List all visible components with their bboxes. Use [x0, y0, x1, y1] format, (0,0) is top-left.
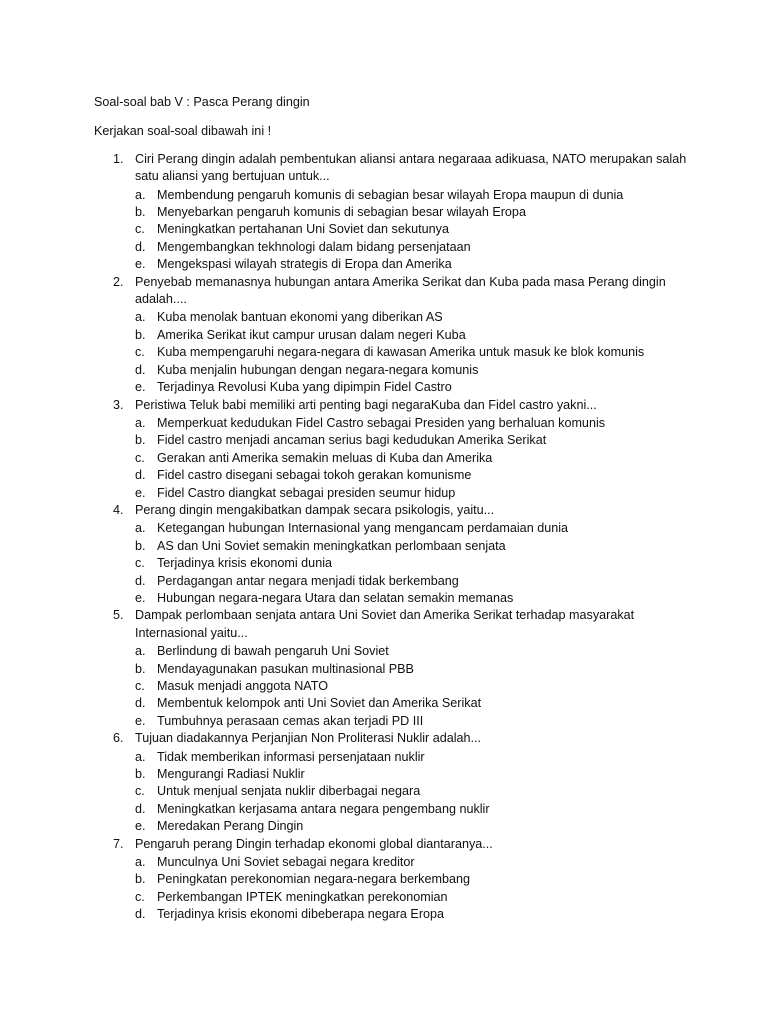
question-number: 4. [113, 502, 124, 517]
answer-option [135, 256, 688, 273]
answer-option [135, 239, 688, 256]
option-letter: e. [135, 590, 146, 605]
option-letter: e. [135, 485, 146, 500]
option-text: Kuba menjalin hubungan dengan negara-negara komunis [157, 362, 479, 377]
answer-option [135, 538, 688, 555]
option-text: Munculnya Uni Soviet sebagai negara kreditor [157, 855, 415, 870]
answer-option [135, 643, 688, 660]
option-letter: a. [135, 187, 146, 202]
question-item [94, 151, 688, 274]
option-letter: d. [135, 696, 146, 711]
answer-option [135, 415, 688, 432]
option-letter: a. [135, 855, 146, 870]
option-list [135, 643, 688, 730]
option-text: Kuba mempengaruhi negara-negara di kawasan Amerika untuk masuk ke blok komunis [157, 345, 645, 360]
option-letter: a. [135, 415, 146, 430]
option-letter: d. [135, 573, 146, 588]
answer-option [135, 555, 688, 572]
question-item [94, 607, 688, 730]
option-letter: a. [135, 644, 146, 659]
answer-option [135, 854, 688, 871]
option-text: Berlindung di bawah pengaruh Uni Soviet [157, 644, 389, 659]
option-text: Membendung pengaruh komunis di sebagian besar wilayah Eropa maupun di dunia [157, 187, 624, 202]
option-letter: a. [135, 310, 146, 325]
answer-option [135, 450, 688, 467]
option-text: Mengekspasi wilayah strategis di Eropa dan Amerika [157, 257, 452, 272]
answer-option [135, 713, 688, 730]
option-letter: d. [135, 907, 146, 922]
answer-option [135, 749, 688, 766]
question-text: Pengaruh perang Dingin terhadap ekonomi global diantaranya... [135, 836, 493, 851]
question-item [94, 502, 688, 607]
option-text: Masuk menjadi anggota NATO [157, 679, 329, 693]
question-text: Ciri Perang dingin adalah pembentukan aliansi antara negaraaa adikuasa, NATO merupakan salah satu aliansi yang bertujuan untuk... [135, 151, 687, 184]
option-letter: a. [135, 749, 146, 764]
question-number: 3. [113, 397, 124, 412]
answer-option [135, 906, 688, 923]
option-letter: c. [135, 345, 145, 360]
answer-option [135, 889, 688, 906]
option-text: Membentuk kelompok anti Uni Soviet dan Amerika Serikat [157, 696, 482, 711]
option-letter: d. [135, 362, 146, 377]
question-text: Peristiwa Teluk babi memiliki arti penting bagi negaraKuba dan Fidel castro yakni... [135, 397, 597, 412]
option-letter: d. [135, 468, 146, 483]
answer-option [135, 695, 688, 712]
answer-option [135, 871, 688, 888]
option-text: Terjadinya krisis ekonomi dibeberapa negara Eropa [157, 907, 445, 922]
question-text: Perang dingin mengakibatkan dampak secara psikologis, yaitu... [135, 502, 495, 517]
answer-option [135, 818, 688, 835]
answer-option [135, 187, 688, 204]
question-number: 6. [113, 731, 124, 746]
option-letter: e. [135, 819, 146, 834]
option-text: Untuk menjual senjata nuklir diberbagai negara [157, 784, 421, 799]
answer-option [135, 485, 688, 502]
answer-option [135, 432, 688, 449]
question-item [94, 274, 688, 397]
option-letter: b. [135, 327, 146, 342]
answer-option [135, 783, 688, 800]
option-text: Peningkatan perekonomian negara-negara berkembang [157, 872, 470, 887]
option-list [135, 309, 688, 396]
answer-option [135, 801, 688, 818]
option-letter: c. [135, 889, 145, 904]
option-text: Perkembangan IPTEK meningkatkan perekonomian [157, 889, 448, 904]
option-text: Mendayagunakan pasukan multinasional PBB [157, 661, 414, 676]
option-text: Ketegangan hubungan Internasional yang mengancam perdamaian dunia [157, 521, 569, 536]
option-letter: e. [135, 257, 146, 272]
option-list [135, 520, 688, 607]
option-text: Tumbuhnya perasaan cemas akan terjadi PD III [157, 713, 424, 728]
option-text: Hubungan negara-negara Utara dan selatan semakin memanas [157, 590, 514, 605]
option-text: Terjadinya krisis ekonomi dunia [157, 556, 332, 571]
option-letter: c. [135, 679, 145, 693]
option-letter: b. [135, 661, 146, 676]
option-text: Fidel Castro diangkat sebagai presiden seumur hidup [157, 485, 456, 500]
option-letter: c. [135, 450, 145, 465]
option-letter: e. [135, 380, 146, 395]
option-text: Kuba menolak bantuan ekonomi yang diberikan AS [157, 310, 443, 325]
document-title: Soal-soal bab V : Pasca Perang dingin [94, 95, 310, 109]
answer-option [135, 344, 688, 361]
option-list [135, 749, 688, 836]
option-letter: c. [135, 222, 145, 237]
question-number: 2. [113, 274, 124, 289]
answer-option [135, 362, 688, 379]
answer-option [135, 766, 688, 783]
option-text: Mengembangkan tekhnologi dalam bidang persenjataan [157, 239, 471, 254]
option-text: Meningkatkan kerjasama antara negara pengembang nuklir [157, 801, 490, 816]
option-letter: e. [135, 713, 146, 728]
answer-option [135, 573, 688, 590]
option-text: Fidel castro menjadi ancaman serius bagi kedudukan Amerika Serikat [157, 433, 547, 448]
question-list [94, 151, 688, 924]
option-letter: c. [135, 784, 145, 799]
question-number: 5. [113, 608, 124, 623]
answer-option [135, 204, 688, 221]
question-text: Dampak perlombaan senjata antara Uni Soviet dan Amerika Serikat terhadap masyarakat Internasional yaitu... [135, 608, 635, 640]
option-letter: d. [135, 801, 146, 816]
answer-option [135, 467, 688, 484]
option-text: Menyebarkan pengaruh komunis di sebagian besar wilayah Eropa [157, 205, 526, 220]
option-text: AS dan Uni Soviet semakin meningkatkan perlombaan senjata [157, 538, 506, 553]
question-text: Penyebab memanasnya hubungan antara Amerika Serikat dan Kuba pada masa Perang dingin adalah.... [135, 274, 666, 307]
option-text: Meredakan Perang Dingin [157, 819, 304, 834]
question-item [94, 836, 688, 924]
answer-option [135, 678, 688, 695]
option-letter: b. [135, 872, 146, 887]
option-text: Gerakan anti Amerika semakin meluas di Kuba dan Amerika [157, 450, 493, 465]
option-list [135, 415, 688, 502]
option-letter: b. [135, 205, 146, 220]
option-list [135, 854, 688, 924]
option-text: Perdagangan antar negara menjadi tidak berkembang [157, 573, 459, 588]
option-text: Tidak memberikan informasi persenjataan nuklir [157, 749, 425, 764]
question-number: 1. [113, 151, 124, 166]
answer-option [135, 661, 688, 678]
answer-option [135, 221, 688, 238]
question-item [94, 730, 688, 835]
answer-option [135, 520, 688, 537]
option-text: Terjadinya Revolusi Kuba yang dipimpin Fidel Castro [157, 380, 452, 395]
option-text: Fidel castro disegani sebagai tokoh gerakan komunisme [157, 468, 472, 483]
answer-option [135, 590, 688, 607]
option-text: Mengurangi Radiasi Nuklir [157, 767, 305, 782]
answer-option [135, 327, 688, 344]
option-letter: a. [135, 521, 146, 536]
option-letter: b. [135, 538, 146, 553]
option-text: Meningkatkan pertahanan Uni Soviet dan sekutunya [157, 222, 449, 237]
option-letter: b. [135, 767, 146, 782]
document-instruction: Kerjakan soal-soal dibawah ini ! [94, 124, 272, 139]
question-text: Tujuan diadakannya Perjanjian Non Proliterasi Nuklir adalah... [135, 731, 482, 746]
option-letter: c. [135, 556, 145, 571]
option-letter: d. [135, 239, 146, 254]
answer-option [135, 379, 688, 396]
option-text: Memperkuat kedudukan Fidel Castro sebagai Presiden yang berhaluan komunis [157, 415, 606, 430]
answer-option [135, 309, 688, 326]
option-list [135, 187, 688, 274]
question-item [94, 397, 688, 502]
option-letter: b. [135, 433, 146, 448]
option-text: Amerika Serikat ikut campur urusan dalam negeri Kuba [157, 327, 466, 342]
question-number: 7. [113, 836, 124, 851]
